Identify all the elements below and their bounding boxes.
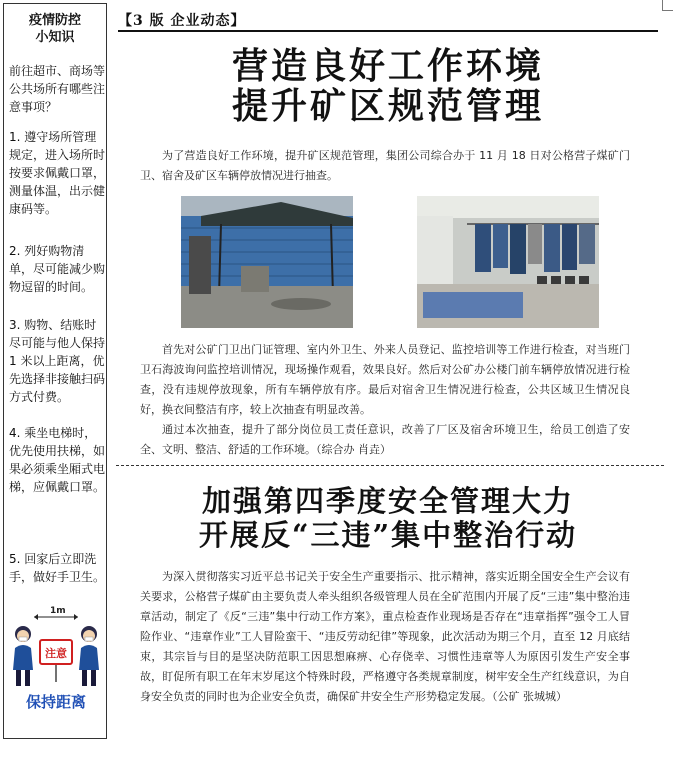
sidebar-title-line2: 小知识 [35,30,75,45]
caution-sign-icon [40,640,72,682]
sidebar-tip-3: 3. 购物、结账时尽可能与他人保持 1 米以上距离，优先选择非接触扫码方式付费。 [9,318,106,404]
section-divider [116,465,664,466]
sidebar-title [4,12,106,46]
left-person-icon [13,626,33,686]
changing-room-photo [417,196,599,328]
sidebar-tip-2: 2. 列好购物清单，尽可能减少购物逗留的时间。 [9,244,106,294]
article1-paragraph-1: 为了营造良好工作环境，提升矿区规范管理，集团公司综合办于 11 月 18 日对公格营子煤矿门卫、宿舍及矿区车辆停放情况进行抽查。 [140,149,630,182]
sidebar-question: 前往超市、商场等公共场所有哪些注意事项？ [9,64,106,114]
sidebar-tip-1: 1. 遵守场所管理规定，进入场所时按要求佩戴口罩，测量体温，出示健康码等。 [9,130,106,216]
guard-post-photo [181,196,353,328]
sidebar-title-line1: 疫情防控 [28,13,81,28]
article1-paragraph-2: 首先对公矿门卫出门证管理、室内外卫生、外来人员登记、监控培训等工作进行检查，对当班门卫石海波询问监控培训情况，现场操作观看，效果良好。然后对公矿办公楼门前车辆停放情况进行检查，没有违规停放现象，所有车辆停放有序。最后对宿舍卫生情况进行检查，公共区域卫生情况良好，换衣间整洁有序，较上次抽查有明显改善。 [140,343,630,416]
section-header [118,10,658,32]
article1-paragraph-3: 通过本次抽查，提升了部分岗位员工责任意识，改善了厂区及宿舍环境卫生，给员工创造了安全、文明、整洁、舒适的工作环境。（综合办 肖垚） [140,423,630,456]
caution-sign-text: 注意 [45,647,67,660]
article2-headline [118,484,658,552]
article1-headline [118,46,658,126]
page-corner-mark [662,0,673,11]
article1-title-line1: 营造良好工作环境 [231,45,544,87]
distance-label: 1m [50,606,66,616]
article1-title-line2: 提升矿区规范管理 [231,85,544,127]
section-tag: 【3 版 企业动态】 [118,13,246,29]
right-person-icon [79,626,99,686]
sidebar-tip-4: 4. 乘坐电梯时，优先使用扶梯，如果必须乘坐厢式电梯，应佩戴口罩。 [9,426,106,494]
article2-title-line2: 开展反“三违”集中整治行动 [198,518,578,552]
sidebar-tip-5: 5. 回家后立即洗手，做好手卫生。 [9,552,106,584]
keep-distance-slogan: 保持距离 [25,693,87,711]
epidemic-tips-sidebar [3,3,107,739]
keep-distance-illustration [10,604,102,716]
article2-paragraph-1: 为深入贯彻落实习近平总书记关于安全生产重要指示、批示精神，落实近期全国安全生产会议有关要求，公格营子煤矿由主要负责人牵头组织各级管理人员在全矿范围内开展了反“三违”集中整治违章活动，制定了《反“三违”集中行动工作方案》，重点检查作业现场是否存在“违章指挥”强令工人冒险作业、“违章作业”工人冒险蛮干、“违反劳动纪律”等现象，此次活动为期三个月，直至 12 月底结束，其宗旨与目的是坚决防范职工因思想麻痹、心存侥幸、习惯性违章等人为原因引发生产安全事故，盯促所有职工在年末岁尾这个特殊时段，严格遵守各类规章制度，树牢安全生产红线意识，为自身安全负责的同时也为企业安全负责，确保矿井安全生产形势稳定发展。（公矿 张城城） [140,570,630,703]
article2-title-line1: 加强第四季度安全管理大力 [201,484,574,518]
